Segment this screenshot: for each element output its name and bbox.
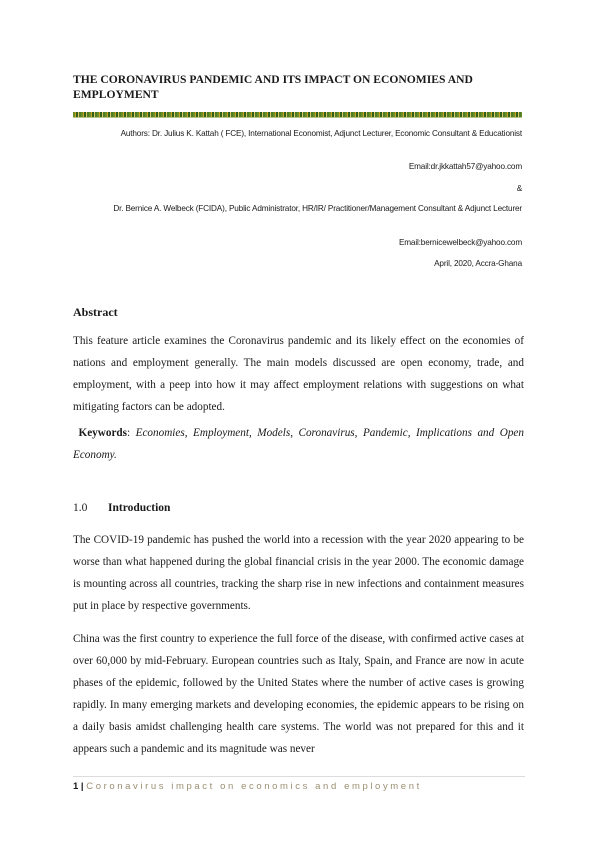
- intro-paragraph-2: China was the first country to experience the full force of the disease, with confirmed active cases at over 60,000 by mid-February. European countries such as Italy, Spain, and France are now in acute phases of the epidemic, followed by the United States where the number of active cases is growing rapidly. In many emerging markets and developing economies, the epidemic appears to be rising on a daily basis amidst challenging health care systems. The world was not prepared for this and it appears such a pandemic and its magnitude was never: [73, 633, 524, 755]
- keywords: Keywords: Economies, Employment, Models, Coronavirus, Pandemic, Implications and Open Economy.: [73, 427, 524, 461]
- abstract-heading: Abstract: [73, 305, 118, 319]
- keywords-list: Economies, Employment, Models, Coronavirus, Pandemic, Implications and Open Economy.: [73, 427, 524, 461]
- decorative-divider: [73, 112, 522, 117]
- running-title: Coronavirus impact on economics and employment: [86, 781, 422, 792]
- author-1-affiliation: Authors: Dr. Julius K. Kattah ( FCE), International Economist, Adjunct Lecturer, Economic Consultant & Educationist: [120, 129, 522, 138]
- date-location: April, 2020, Accra-Ghana: [434, 259, 522, 268]
- section-number: 1.0: [73, 502, 88, 514]
- keywords-label: Keywords: [78, 427, 127, 439]
- section-title: Introduction: [108, 502, 171, 514]
- section-heading-introduction: [73, 502, 170, 514]
- intro-paragraph-1: The COVID-19 pandemic has pushed the world into a recession with the year 2020 appearing to be worse than what happened during the global financial crisis in the year 2000. The economic damage is mounting across all countries, tracking the sharp rise in new infections and containment measures put in place by respective governments.: [73, 534, 524, 612]
- page-number: 1: [73, 781, 79, 792]
- author-2-email: Email:bernicewelbeck@yahoo.com: [398, 238, 522, 247]
- footer-separator: |: [78, 781, 84, 792]
- author-separator: &: [516, 184, 522, 193]
- author-1-email: Email:dr.jkkattah57@yahoo.com: [408, 162, 522, 171]
- author-2-affiliation: Dr. Bernice A. Welbeck (FCIDA), Public Administrator, HR/IR/ Practitioner/Management Consultant & Adjunct Lecturer: [113, 204, 522, 213]
- page-footer: [73, 781, 422, 793]
- footer-divider: [73, 776, 525, 777]
- paper-title: THE CORONAVIRUS PANDEMIC AND ITS IMPACT ON ECONOMIES AND EMPLOYMENT: [73, 73, 473, 101]
- abstract-text: This feature article examines the Coronavirus pandemic and its likely effect on the economies of nations and employment generally. The main models discussed are open economy, trade, and employment, with a peep into how it may affect employment relations with suggestions on what mitigating factors can be adopted.: [73, 335, 524, 413]
